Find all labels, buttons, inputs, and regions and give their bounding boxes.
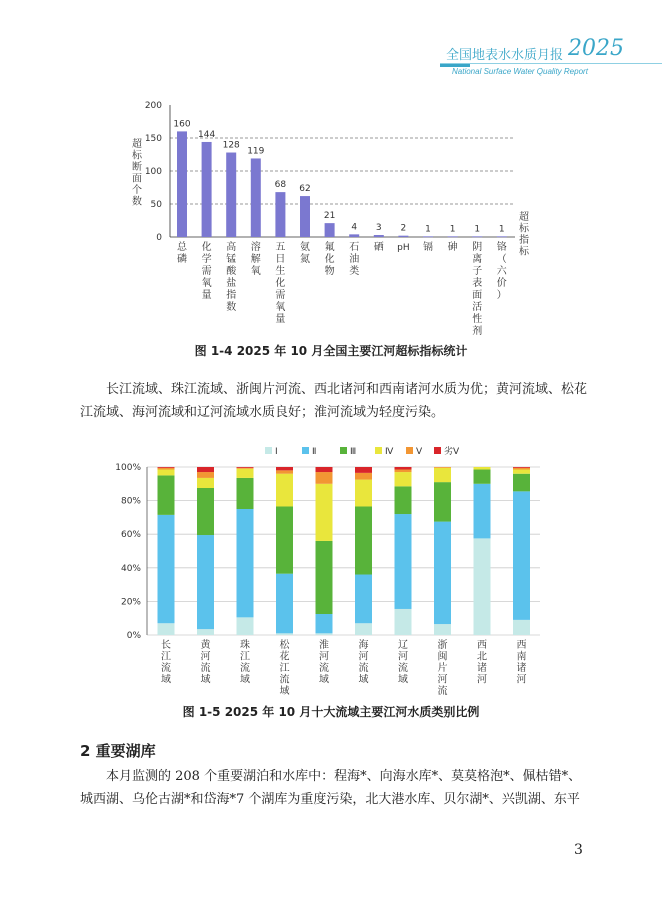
- legend-swatch: [265, 447, 272, 454]
- data-label: 1: [449, 224, 456, 235]
- stacked-segment: [434, 522, 451, 624]
- stacked-segment: [395, 514, 412, 609]
- stacked-segment: [474, 484, 491, 539]
- data-label: 1: [474, 224, 481, 235]
- stacked-segment: [513, 474, 530, 492]
- stacked-segment: [474, 538, 491, 635]
- stacked-segment: [158, 623, 175, 635]
- stacked-segment: [474, 470, 491, 484]
- legend-label: Ⅰ: [275, 447, 278, 457]
- x-tick-label: 松花江流域: [279, 640, 290, 697]
- stacked-segment: [434, 468, 451, 482]
- stacked-segment: [513, 620, 530, 635]
- stacked-segment: [395, 470, 412, 473]
- legend-swatch: [434, 447, 441, 454]
- y-tick-label: 80%: [120, 496, 141, 507]
- x-tick-label: 西北诸河: [477, 640, 487, 686]
- bar: [275, 192, 285, 237]
- stacked-segment: [158, 470, 175, 476]
- bar: [251, 158, 261, 237]
- stacked-segment: [355, 506, 372, 574]
- y-tick-label: 60%: [120, 530, 141, 541]
- stacked-segment: [197, 629, 214, 635]
- data-label: 119: [247, 146, 265, 157]
- data-label: 1: [425, 224, 431, 235]
- page-number: 3: [574, 842, 583, 858]
- lakes-paragraph: 本月监测的 208 个重要湖泊和水库中：程海*、向海水库*、莫莫格泡*、佩枯错*、城西湖、乌伦古湖*和岱海*7 个湖库为重度污染，北大港水库、贝尔湖*、兴凯湖、东平: [80, 769, 582, 807]
- x-tick-label: 镉: [423, 242, 433, 253]
- bar: [448, 236, 458, 237]
- data-label: 21: [323, 211, 336, 222]
- y-tick-label: 50: [150, 200, 162, 210]
- stacked-segment: [158, 467, 175, 468]
- stacked-segment: [513, 467, 530, 468]
- stacked-segment: [434, 482, 451, 521]
- x-tick-label: 氟化物: [324, 242, 335, 277]
- stacked-segment: [237, 468, 254, 469]
- x-axis-title: 超标指标: [519, 212, 529, 258]
- stacked-segment: [474, 467, 491, 470]
- x-tick-label: 化学需氧量: [201, 242, 212, 301]
- stacked-segment: [197, 535, 214, 629]
- bar: [202, 142, 212, 237]
- x-tick-label: 石油类: [349, 242, 360, 277]
- bar: [177, 131, 187, 237]
- stacked-segment: [316, 541, 333, 614]
- stacked-segment: [276, 506, 293, 573]
- legend-label: Ⅴ: [416, 447, 423, 457]
- stacked-segment: [197, 478, 214, 488]
- legend-label: Ⅱ: [312, 447, 317, 457]
- stacked-segment: [197, 472, 214, 478]
- stacked-segment: [237, 617, 254, 635]
- y-tick-label: 20%: [120, 597, 141, 608]
- x-tick-label: 西南诸河: [516, 640, 527, 686]
- data-label: 128: [222, 140, 240, 151]
- stacked-segment: [395, 472, 412, 486]
- stacked-segment: [276, 574, 293, 634]
- legend-label: 劣Ⅴ: [444, 447, 460, 457]
- y-axis-title: 超标断面个数: [132, 139, 142, 208]
- legend-swatch: [406, 447, 413, 454]
- stacked-segment: [434, 624, 451, 635]
- stacked-segment: [197, 488, 214, 535]
- data-label: 144: [198, 129, 216, 140]
- y-tick-label: 0%: [126, 631, 141, 641]
- y-tick-label: 40%: [120, 563, 141, 574]
- bar: [349, 234, 359, 237]
- bar: [497, 236, 507, 237]
- stacked-segment: [276, 474, 293, 507]
- stacked-segment: [355, 575, 372, 624]
- x-tick-label: 阴离子表面活性剂: [472, 242, 483, 337]
- x-tick-label: 溶解氧: [250, 242, 261, 277]
- stacked-segment: [197, 467, 214, 472]
- basin-water-quality-chart: [0, 430, 662, 700]
- stacked-segment: [316, 614, 333, 633]
- bar: [423, 236, 433, 237]
- stacked-segment: [355, 473, 372, 480]
- x-tick-label: 硒: [373, 242, 384, 253]
- y-tick-label: 150: [144, 134, 162, 144]
- stacked-segment: [158, 515, 175, 623]
- data-label: 68: [274, 180, 287, 191]
- x-tick-label: pH: [397, 243, 410, 253]
- chart2-caption: 图 1-5 2025 年 10 月十大流域主要江河水质类别比例: [182, 705, 480, 719]
- section-title: 2 重要湖库: [80, 742, 156, 760]
- y-tick-label: 100: [144, 167, 162, 177]
- y-tick-label: 0: [156, 233, 162, 243]
- stacked-segment: [513, 470, 530, 474]
- x-tick-label: 长江流域: [161, 640, 171, 686]
- stacked-segment: [513, 468, 530, 470]
- chart1-caption: 图 1-4 2025 年 10 月全国主要江河超标指标统计: [194, 344, 468, 358]
- x-tick-label: 高锰酸盐指数: [226, 242, 237, 313]
- x-tick-label: 辽河流域: [398, 640, 408, 686]
- x-tick-label: 浙闽片河流: [437, 640, 448, 697]
- bar: [325, 223, 335, 237]
- stacked-segment: [276, 633, 293, 635]
- data-label: 4: [351, 222, 358, 233]
- stacked-segment: [316, 467, 333, 472]
- stacked-segment: [316, 472, 333, 484]
- legend-swatch: [302, 447, 309, 454]
- y-tick-label: 100%: [115, 463, 141, 473]
- stacked-segment: [276, 467, 293, 470]
- legend-swatch: [375, 447, 382, 454]
- data-label: 160: [173, 119, 191, 130]
- stacked-segment: [158, 468, 175, 470]
- bar: [226, 153, 236, 237]
- data-label: 62: [299, 184, 311, 195]
- bar: [374, 235, 384, 237]
- data-label: 1: [498, 224, 505, 235]
- x-tick-label: 砷: [447, 242, 458, 253]
- stacked-segment: [395, 467, 412, 470]
- stacked-segment: [237, 509, 254, 617]
- data-label: 3: [375, 223, 382, 234]
- y-tick-label: 200: [144, 101, 162, 111]
- stacked-segment: [355, 467, 372, 473]
- report-year: 2025: [568, 36, 624, 61]
- x-tick-label: 海河流域: [358, 640, 369, 686]
- legend-label: Ⅳ: [385, 447, 394, 457]
- bar: [300, 196, 310, 237]
- stacked-segment: [237, 469, 254, 478]
- stacked-segment: [395, 609, 412, 635]
- x-tick-label: 总磷: [177, 242, 187, 265]
- report-title: 全国地表水水质月报: [446, 48, 564, 63]
- x-tick-label: 黄河流域: [200, 640, 211, 686]
- x-tick-label: 五日生化需氧量: [275, 242, 286, 325]
- stacked-segment: [355, 480, 372, 507]
- data-label: 2: [400, 223, 407, 234]
- x-tick-label: 铬（六价）: [496, 242, 507, 301]
- x-tick-label: 淮河流域: [319, 640, 329, 686]
- stacked-segment: [513, 491, 530, 620]
- stacked-segment: [355, 623, 372, 635]
- x-tick-label: 氨氮: [300, 242, 310, 265]
- stacked-segment: [316, 484, 333, 541]
- stacked-segment: [395, 486, 412, 514]
- stacked-segment: [316, 633, 333, 635]
- stacked-segment: [434, 467, 451, 468]
- x-tick-label: 珠江流域: [240, 640, 250, 686]
- legend-swatch: [340, 447, 347, 454]
- bar: [398, 236, 408, 237]
- bar: [472, 236, 482, 237]
- stacked-segment: [158, 475, 175, 514]
- legend-label: Ⅲ: [350, 447, 357, 457]
- water-quality-paragraph: 长江流域、珠江流域、浙闽片河流、西北诸河和西南诸河水质为优；黄河流域、松花江流域、海河流域和辽河流域水质良好；淮河流域为轻度污染。: [80, 382, 588, 420]
- report-subtitle: National Surface Water Quality Report: [452, 67, 588, 76]
- exceedance-indicator-chart: [0, 0, 662, 340]
- stacked-segment: [276, 470, 293, 473]
- stacked-segment: [237, 467, 254, 468]
- stacked-segment: [237, 478, 254, 509]
